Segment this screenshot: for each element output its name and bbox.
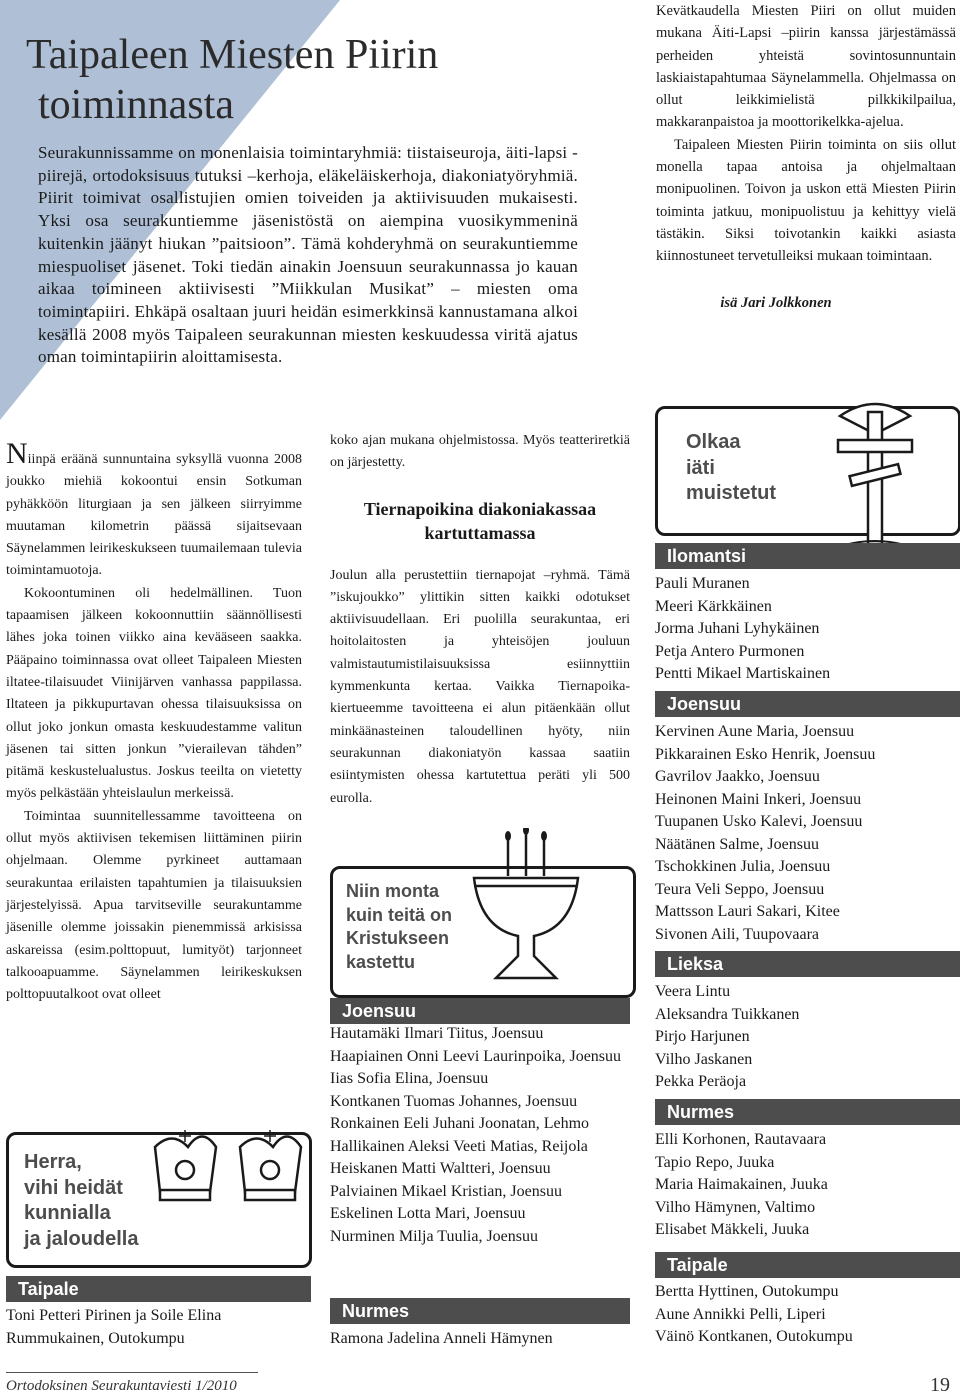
list-item: Hallikainen Aleksi Veeti Matias, Reijola — [330, 1137, 588, 1155]
list-item: Vilho Jaskanen — [655, 1050, 753, 1068]
list-item: Bertta Hyttinen, Outokumpu — [655, 1283, 839, 1300]
list-item: Pentti Mikael Martiskainen — [655, 665, 831, 682]
list-item: Aleksandra Tuikkanen — [655, 1005, 800, 1023]
list-item: Vilho Hämynen, Valtimo — [655, 1198, 816, 1216]
list-item: Petja Antero Purmonen — [655, 642, 805, 660]
memorial-callout-text: Olkaa iäti muistetut — [686, 431, 776, 504]
article-column-3 — [656, 0, 956, 314]
list-item: Teura Veli Seppo, Joensuu — [655, 880, 825, 898]
list-item: Väinö Kontkanen, Outokumpu — [655, 1328, 853, 1345]
list-item: Maria Haimakainen, Juuka — [655, 1176, 828, 1193]
article-column-2 — [330, 430, 630, 810]
crowns-icon — [150, 1122, 320, 1212]
list-item: Pirjo Harjunen — [655, 1028, 750, 1045]
list-item: Pikkarainen Esko Henrik, Joensuu — [655, 745, 876, 763]
list-item: Mattsson Lauri Sakari, Kitee — [655, 903, 840, 920]
list-item: Aune Annikki Pelli, Liperi — [655, 1305, 826, 1323]
subheading: Tiernapoikina diakoniakassaa kartuttamassa — [363, 498, 597, 543]
list-item: Sivonen Aili, Tuupovaara — [655, 925, 820, 943]
baptism-callout-text: Niin monta kuin teitä on Kristukseen kastettu — [346, 881, 453, 972]
list-item: Kervinen Aune Maria, Joensuu — [655, 723, 855, 740]
memorial-parish-header-joensuu: Joensuu — [655, 691, 960, 717]
baptism-names-nurmes — [330, 1328, 630, 1351]
baptism-parish-header-nurmes: Nurmes — [330, 1298, 630, 1324]
list-item: Kontkanen Tuomas Johannes, Joensuu — [330, 1092, 578, 1110]
list-item: Palviainen Mikael Kristian, Joensuu — [330, 1182, 562, 1200]
wedding-callout-text: Herra, vihi heidät kunnialla ja jaloudella — [24, 1151, 139, 1250]
wedding-names — [6, 1305, 306, 1350]
baptism-parish-header-joensuu: Joensuu — [330, 998, 630, 1024]
baptism-names-joensuu — [330, 1023, 630, 1248]
list-item: Hautamäki Ilmari Tiitus, Joensuu — [330, 1025, 544, 1042]
list-item: Toni Petteri Pirinen ja Soile Elina Rummukainen, Outokumpu — [6, 1307, 222, 1347]
memorial-names-taipale — [655, 1281, 955, 1349]
col3-paragraph-2: Taipaleen Miesten Piirin toiminta on siis ollut monella tapaa antoisa ja ohjelmaltaan monipuolinen. Toivon ja uskon että Miesten Piirin toiminta jatkuu, monipuolistuu ja kehittyy vielä tästäkin. Siksi toivotankin kaikki asiasta kiinnostuneet tervetulleiksi mukaan toimintaan. — [656, 136, 956, 265]
list-item: Pekka Peräoja — [655, 1073, 747, 1090]
memorial-parish-header-taipale: Taipale — [655, 1252, 960, 1278]
col1-paragraph-3: Toimintaa suunnitellessamme tavoitteena on ollut myös aktiivisen tekemisen liittäminen piirin ohjelmaan. Olemme pyrkineet auttamaan seurakuntaa erilaisten tapahtumien ja tilaisuuksien järjestelyissä. Apua tarvitseville seurakuntamme jäsenille olemme joissakin pienemmissä arkisissa askareissa (esim.polttopuut, lumityöt) tarjonneet talkooapuamme. Säynelammen leirikeskuksen polttopuutalkoot ovat olleet — [6, 808, 302, 1003]
list-item: Eskelinen Lotta Mari, Joensuu — [330, 1205, 526, 1222]
orthodox-cross-icon — [820, 382, 930, 552]
list-item: Pauli Muranen — [655, 575, 750, 592]
memorial-names-ilomantsi — [655, 573, 955, 686]
page-title: Taipaleen Miesten Piirin toiminnasta — [26, 32, 439, 128]
col2-paragraph-1: koko ajan mukana ohjelmistossa. Myös teatteriretkiä on järjestetty. — [330, 433, 630, 471]
list-item: Näätänen Salme, Joensuu — [655, 835, 819, 853]
memorial-parish-header-ilomantsi: Ilomantsi — [655, 543, 960, 569]
list-item: Ronkainen Eeli Juhani Joonatan, Lehmo — [330, 1115, 590, 1132]
list-item: Veera Lintu — [655, 983, 731, 1000]
list-item: Meeri Kärkkäinen — [655, 597, 772, 615]
col1-paragraph-1: Niinpä eräänä sunnuntaina syksyllä vuonna 2008 joukko miehiä kokoontui ensin Sotkuman pyhäkköön liturgiaan ja sen jälkeen siirryimme muutaman kilometrin päässä sijaitsevaan Säynelammen leirikeskukseen tuumailemaan tulevia toimintamuotoja. — [6, 437, 302, 579]
list-item: Ramona Jadelina Anneli Hämynen — [330, 1330, 553, 1347]
memorial-parish-header-lieksa: Lieksa — [655, 951, 960, 977]
list-item: Tuupanen Usko Kalevi, Joensuu — [655, 813, 863, 830]
intro-paragraph: Seurakunnissamme on monenlaisia toimintaryhmiä: tiistaiseuroja, äiti-lapsi -piirejä, ortodoksisuus tutuksi –kerhoja, eläkeläiskerhoja, diakoniatyöryhmiä. Piirit toimivat osallistujien omien toiveiden ja aktiivisuuden mukaisesti. Yksi osa seurakuntiemme jäsenistöstä on aiempina vuosikymmeninä kuitenkin jäänyt hiukan ”paitsioon”. Tämä kohderyhmä on seurakuntiemme miespuoliset jäsenet. Toki tiedän ainakin Joensuun seurakunnassa jo kauan aikaa toimineen aktiivisesti ”Miikkulan Musikat” – miesten oma toimintapiiri. Ehkäpä osaltaan juuri heidän esimerkkinsä kannustamana alkoi kesällä 2008 myös Taipaleen seurakunnan miesten keskuudessa viritä ajatus oman toimintapiirin aloittamisesta. — [38, 143, 578, 367]
signature: isä Jari Jolkkonen — [720, 294, 832, 311]
list-item: Iias Sofia Elina, Joensuu — [330, 1070, 489, 1087]
article-column-1 — [6, 437, 302, 1006]
list-item: Nurminen Milja Tuulia, Joensuu — [330, 1227, 539, 1245]
list-item: Jorma Juhani Lyhykäinen — [655, 620, 820, 637]
list-item: Tschokkinen Julia, Joensuu — [655, 858, 831, 875]
wedding-parish-header: Taipale — [6, 1276, 311, 1302]
col2-paragraph-2: Joulun alla perustettiin tiernapojat –ryhmä. Tämä ”iskujoukko” ylittikin sitten kaikki odotukset aktiivisuudellaan. Eri puolilla seurakuntaa, eri hoitolaitosten ja yhteisöjen jouluun valmistautumistilaisuuksissa esiinnyttiin kymmenkunta kertaa. Vaikka Tiernapoika-kiertueemme tavoitteena ei alun pitäenkään ollut minkäänasteinen taloudellinen hyöty, niin seurakunnan diakoniatyön kassaa saatiin esiintymisten ohessa kartutettua peräti yli 500 eurolla. — [330, 567, 630, 806]
memorial-parish-header-nurmes: Nurmes — [655, 1099, 960, 1125]
memorial-names-joensuu — [655, 721, 955, 946]
page-number: 19 — [930, 1374, 950, 1396]
col1-paragraph-2: Kokoontuminen oli hedelmällinen. Tuon tapaamisen jälkeen kokoonnuttiin säännöllisesti lähes joka toinen viikko aina kevääseen saakka. Pääpaino toiminnassa ovat olleet Taipaleen Miesten iltatee-tilaisuudet Viinijärven vanhassa pappilassa. Iltateen ja pikkupurtavan ohessa tilaisuuksissa on ollut joko jonkun omasta keskuudestamme valitun jäsenen tai sitten jonkun ”vierailevan tähden” pitämä keskustelualustus. Joskus teeilta on vietetty myös pelkästään yhteislaulun merkeissä. — [6, 585, 302, 802]
list-item: Elli Korhonen, Rautavaara — [655, 1131, 827, 1148]
col3-paragraph-1: Kevätkaudella Miesten Piiri on ollut muiden mukana Äiti-Lapsi –piirin kanssa järjestämässä perheiden yhteistä sovintosunnuntain laskiaistapahtumaa Säynelammella. Ohjelmassa on ollut leikkimielistä pilkkikilpailua, makkaranpaistoa ja moottorikelkka-ajelua. — [656, 3, 956, 131]
list-item: Tapio Repo, Juuka — [655, 1153, 775, 1171]
list-item: Heinonen Maini Inkeri, Joensuu — [655, 790, 862, 808]
drop-cap: N — [6, 437, 28, 470]
footer-rule — [6, 1372, 258, 1373]
memorial-names-lieksa — [655, 981, 955, 1094]
footer-publication: Ortodoksinen Seurakuntaviesti 1/2010 — [6, 1378, 237, 1394]
list-item: Haapiainen Onni Leevi Laurinpoika, Joensuu — [330, 1047, 622, 1065]
list-item: Heiskanen Matti Waltteri, Joensuu — [330, 1160, 551, 1177]
list-item: Elisabet Mäkkeli, Juuka — [655, 1221, 810, 1238]
memorial-names-nurmes — [655, 1129, 955, 1242]
list-item: Gavrilov Jaakko, Joensuu — [655, 768, 820, 785]
baptismal-font-icon — [460, 828, 590, 988]
